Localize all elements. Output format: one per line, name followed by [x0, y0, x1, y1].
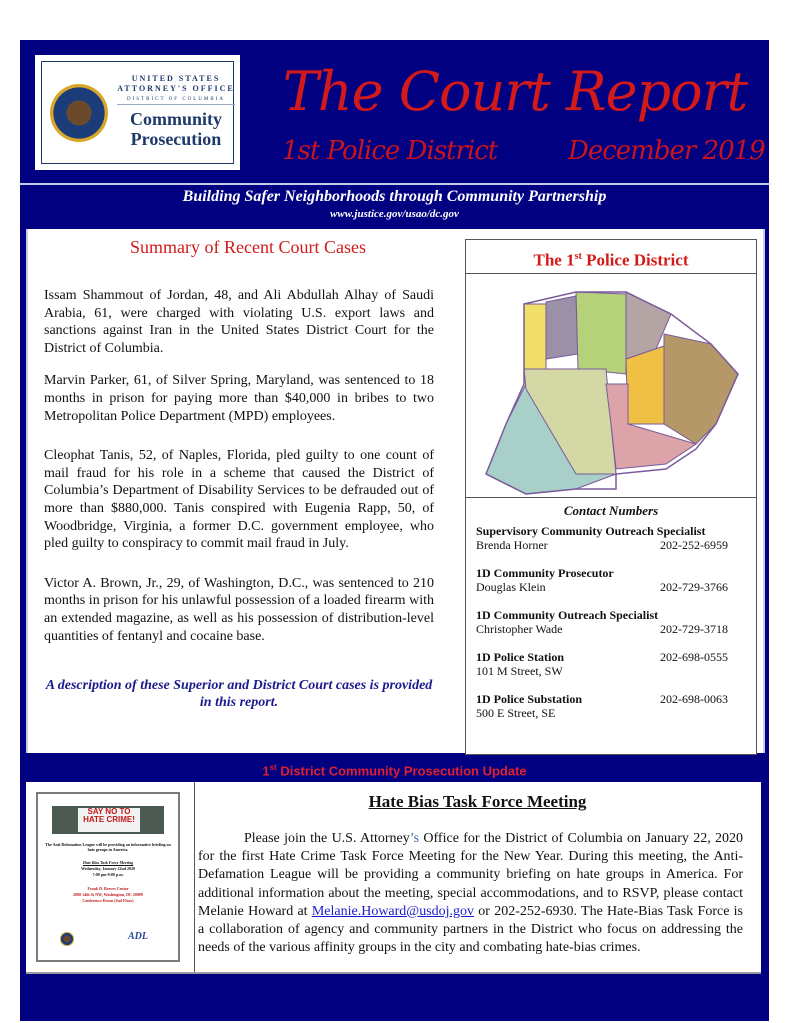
contact-phone: 202-729-3766: [660, 580, 728, 594]
adl-logo: ADL: [128, 931, 148, 942]
contact-phone: 202-252-6959: [660, 538, 728, 552]
contact-entry: [476, 650, 746, 678]
district-panel: [465, 239, 757, 755]
case-paragraph: Victor A. Brown, Jr., 29, of Washington, D.C., was sentenced to 210 months in prison for his unlawful possession of a loaded firearm with an extended magazine, as well as his possession of distribution-level quantities of fentanyl and cocaine base.: [44, 575, 434, 644]
contact-list: [466, 498, 756, 720]
email-link[interactable]: Melanie.Howard@usdoj.gov: [311, 903, 475, 919]
case-summaries: [44, 287, 434, 645]
contact-list-title: Contact Numbers: [563, 503, 659, 518]
flyer-venue: Frank D. Reeves Center: [87, 886, 129, 891]
contact-entry: [476, 608, 746, 636]
website-url[interactable]: www.justice.gov/usao/dc.gov: [330, 208, 459, 220]
contact-name: Douglas Klein: [476, 580, 546, 594]
flyer-column: [26, 782, 195, 972]
contact-entry: [476, 566, 746, 594]
contact-entry: [476, 692, 746, 720]
case-paragraph: Issam Shammout of Jordan, 48, and Ali Abdullah Alhay of Saudi Arabia, 61, were charged with violating U.S. export laws and sanctions against Iran in the United States District Court for the District of Columbia.: [44, 288, 434, 356]
newsletter-page: [20, 40, 769, 1021]
contact-name: Brenda Horner: [476, 538, 548, 552]
contact-role: 1D Community Prosecutor: [476, 566, 614, 580]
district-subtitle: 1st Police District: [282, 136, 498, 166]
meeting-description: Please join the U.S. Attorney’s Office for the District of Columbia on January 22, 2020 for the first Hate Crime Task Force Meeting for the New Year. During this meeting, the Anti-Defamation League will be providing a community briefing on hate groups in America. For additional information about the meeting, special accommodations, and to RSVP, please contact Melanie Howard at Melanie.Howard@usdoj.gov or 202-252-6930. The Hate-Bias Task Force is a collaboration of agency and community partners in the District who focus on addressing the needs of the various affinity groups in the city and combating hate-bias crimes.: [198, 831, 743, 956]
masthead: [20, 40, 769, 220]
summary-heading: Summary of Recent Court Cases: [130, 237, 366, 257]
district-map-graphic: [466, 274, 756, 497]
flyer-time: 7:00 pm-9:00 p.m.: [92, 872, 124, 877]
main-content: [26, 229, 765, 753]
contact-address: 101 M Street, SW: [476, 664, 563, 678]
district-panel-title: The 1st Police District: [466, 240, 756, 274]
contact-role: 1D Police Station: [476, 650, 564, 664]
flyer-room: Conference Room (2nd Floor): [82, 898, 134, 903]
flyer-event: Hate Bias Task Force Meeting: [82, 860, 134, 865]
map-psa-1b7: [626, 346, 664, 424]
map-psa-1d8: [664, 334, 738, 444]
case-paragraph: Marvin Parker, 61, of Silver Spring, Maryland, was sentenced to 18 months in prison for paying more than $40,000 in bribes to two Metropolitan Police Department (MPD) employees.: [44, 373, 434, 424]
contact-name: Christopher Wade: [476, 622, 563, 636]
update-section: [26, 782, 761, 974]
logo-line-5: Prosecution: [130, 129, 222, 149]
update-section-heading: 1st District Community Prosecution Update: [262, 763, 527, 779]
contact-entry: [476, 524, 746, 552]
district-map: [466, 274, 756, 498]
map-psa-1a1: [524, 304, 546, 369]
logo-line-3: DISTRICT OF COLUMBIA: [117, 97, 235, 105]
event-flyer: [36, 792, 180, 962]
case-paragraph: Cleophat Tanis, 52, of Naples, Florida, pled guilty to one count of mail fraud for his role in a scheme that caused the District of Columbia’s Department of Disability Services to be defrauded out of more than $880,000. Tanis conspired with Eugenia Rapp, 50, of Woodbridge, Virginia, a former D.C. government employee, who pled guilty to conspiracy to commit mail fraud in July.: [44, 448, 434, 552]
tagline: Building Safer Neighborhoods through Community Partnership: [182, 188, 607, 205]
issue-date: December 2019: [568, 136, 765, 166]
logo-line-2: ATTORNEY'S OFFICE: [117, 84, 235, 93]
logo-line-4: Community: [129, 109, 222, 129]
contact-role: 1D Community Outreach Specialist: [476, 608, 659, 622]
usao-logo: [35, 55, 240, 170]
flyer-address: 2000 14th St NW, Washington, DC 20009: [73, 892, 143, 897]
flyer-intro: The Anti-Defamation League will be providing an informative briefing on hate groups in America.: [45, 842, 171, 852]
newsletter-title: The Court Report: [282, 60, 748, 123]
contact-role: 1D Police Substation: [476, 692, 583, 706]
cases-note: A description of these Superior and District Court cases is provided in this report.: [45, 678, 433, 710]
flyer-date: Wednesday, January 22nd 2020: [80, 866, 135, 871]
flyer-banner-image: SAY NO TO HATE CRIME!: [52, 806, 164, 834]
doj-seal-icon: [50, 84, 108, 142]
contact-phone: 202-698-0555: [660, 650, 728, 664]
contact-phone: 202-729-3718: [660, 622, 728, 636]
contact-phone: 202-698-0063: [660, 692, 728, 706]
contact-role: Supervisory Community Outreach Specialist: [476, 524, 706, 538]
logo-line-1: UNITED STATES: [131, 74, 221, 83]
meeting-heading: Hate Bias Task Force Meeting: [368, 792, 587, 811]
map-psa-1c3: [576, 292, 626, 374]
doj-seal-icon: [60, 932, 74, 946]
map-psa-1b2: [546, 296, 578, 359]
contact-address: 500 E Street, SE: [476, 706, 556, 720]
header-divider: [20, 183, 769, 185]
